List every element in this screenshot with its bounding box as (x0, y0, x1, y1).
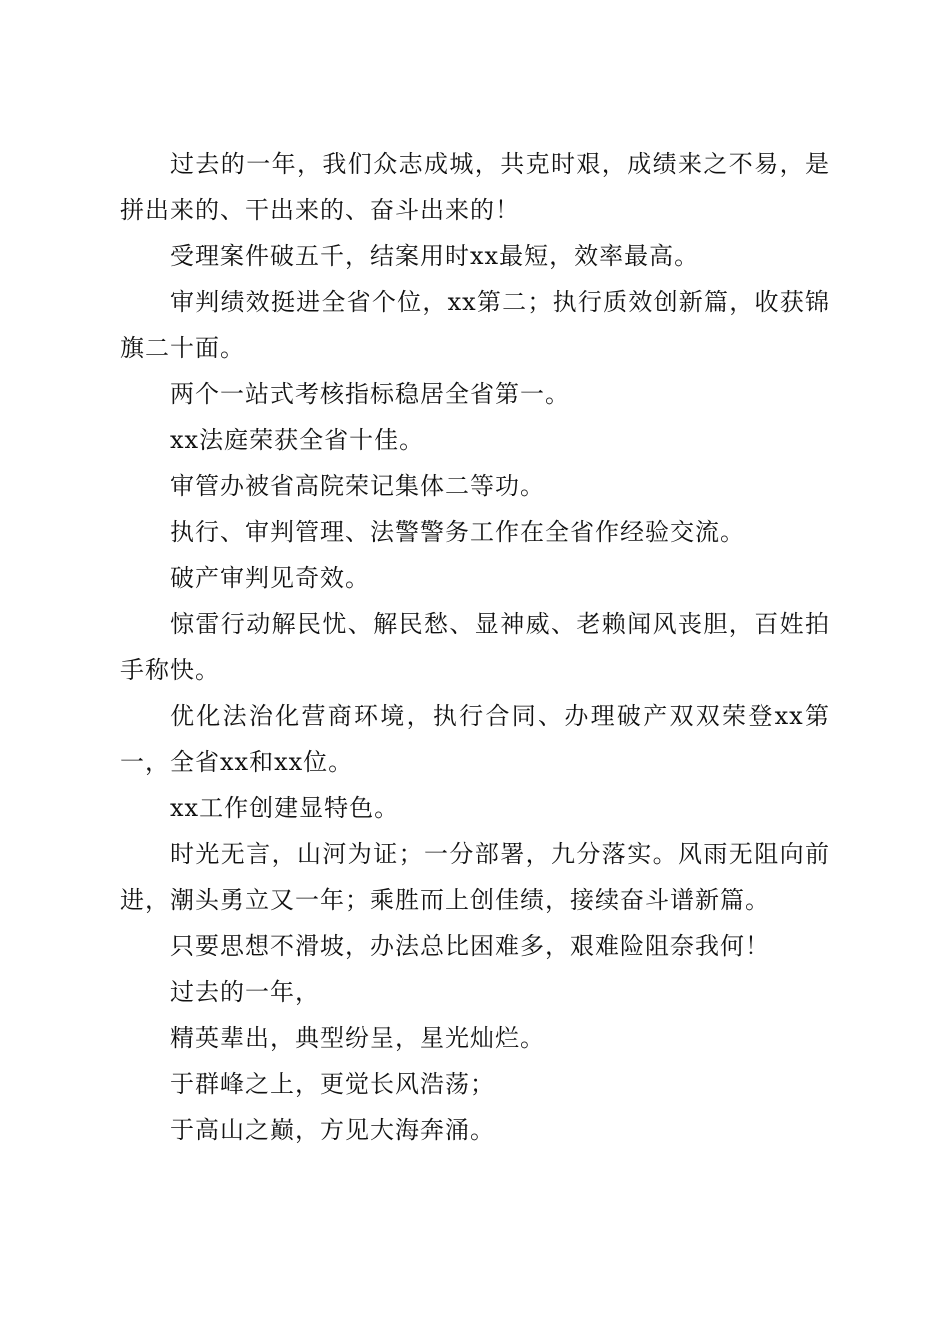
paragraph: 过去的一年， (170, 978, 320, 1006)
paragraph: 审判绩效挺进全省个位，xx第二；执行质效创新篇，收获锦旗二十面。 (120, 288, 830, 362)
paragraph: 优化法治化营商环境，执行合同、办理破产双双荣登xx第一，全省xx和xx位。 (120, 702, 830, 776)
document-body (120, 141, 830, 1153)
paragraph: xx法庭荣获全省十佳。 (170, 426, 425, 454)
paragraph: 执行、审判管理、法警警务工作在全省作经验交流。 (170, 518, 745, 546)
paragraph: 破产审判见奇效。 (170, 564, 370, 592)
paragraph: 于群峰之上，更觉长风浩荡； (170, 1070, 495, 1098)
paragraph: 惊雷行动解民忧、解民愁、显神威、老赖闻风丧胆，百姓拍手称快。 (120, 610, 830, 684)
paragraph: 审管办被省高院荣记集体二等功。 (170, 472, 545, 500)
paragraph: 过去的一年，我们众志成城，共克时艰，成绩来之不易，是拼出来的、干出来的、奋斗出来的！ (120, 150, 830, 224)
paragraph: 于高山之巅，方见大海奔涌。 (170, 1116, 495, 1144)
paragraph: 两个一站式考核指标稳居全省第一。 (170, 380, 570, 408)
paragraph: 精英辈出，典型纷呈，星光灿烂。 (170, 1024, 545, 1052)
paragraph: 时光无言，山河为证；一分部署，九分落实。风雨无阻向前进，潮头勇立又一年；乘胜而上创佳绩，接续奋斗谱新篇。 (120, 840, 830, 914)
paragraph: 只要思想不滑坡，办法总比困难多，艰难险阻奈我何！ (170, 932, 770, 960)
paragraph: xx工作创建显特色。 (170, 794, 400, 822)
paragraph: 受理案件破五千，结案用时xx最短，效率最高。 (170, 242, 700, 270)
